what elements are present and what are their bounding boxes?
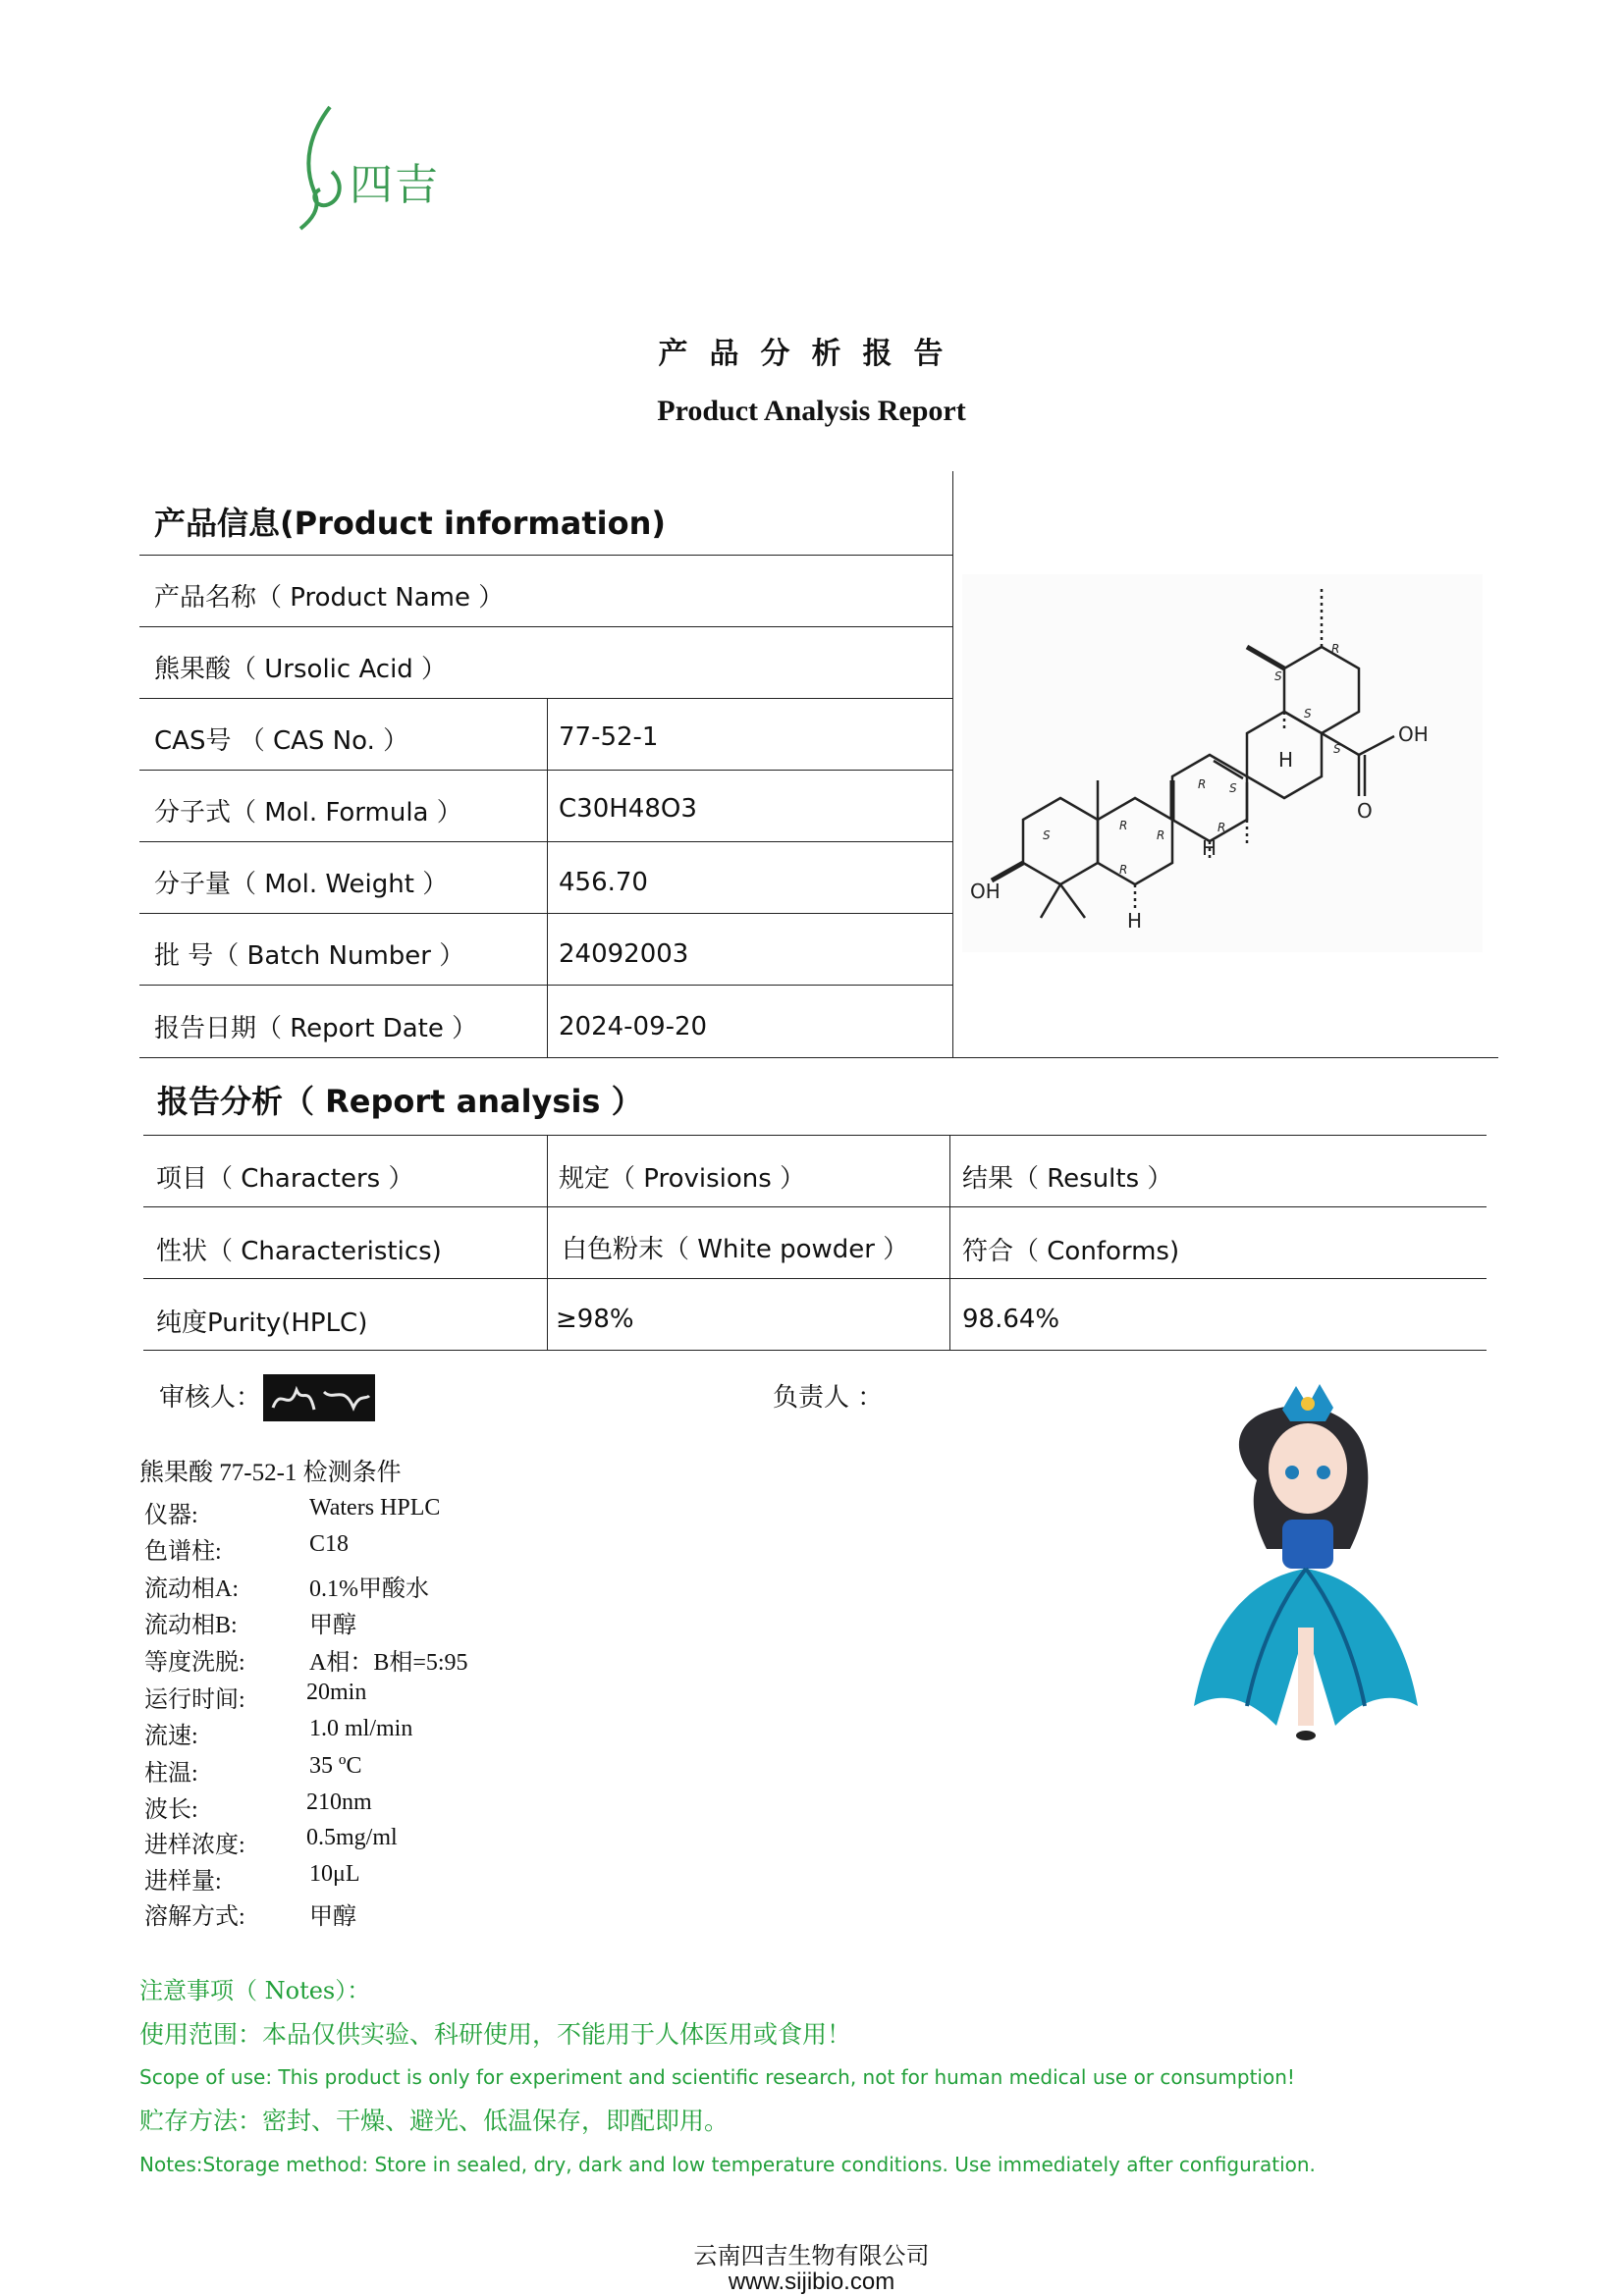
product-name-label: 产品名称（ Product Name ） (154, 583, 505, 613)
notes-storage-en: Notes:Storage method: Store in sealed, dry, dark and low temperature conditions. Use immediately after configuration. (139, 2153, 1316, 2176)
cond-val-2: 0.1%甲酸水 (309, 1576, 429, 1602)
cond-val-1: C18 (309, 1531, 350, 1557)
conditions-title: 熊果酸 77-52-1 检测条件 (139, 1460, 402, 1486)
row-purity-provision: ≥98% (556, 1305, 634, 1334)
cond-key-4: 等度洗脱: (144, 1650, 245, 1676)
svg-text:R: R (1217, 821, 1226, 834)
weight-value: 456.70 (559, 868, 648, 897)
cond-val-8: 210nm (306, 1789, 372, 1815)
cond-key-2: 流动相A: (144, 1576, 239, 1602)
weight-label: 分子量（ Mol. Weight ） (154, 870, 449, 899)
svg-text:S: S (1333, 742, 1341, 756)
batch-label: 批 号（ Batch Number ） (154, 941, 465, 971)
cond-val-5: 20min (306, 1680, 367, 1705)
product-name-value: 熊果酸（ Ursolic Acid ） (154, 655, 448, 684)
cond-key-5: 运行时间: (144, 1687, 245, 1713)
structure-oh-right: OH (1398, 722, 1429, 746)
row-characteristics-provision: 白色粉末（ White powder ） (562, 1235, 909, 1264)
cond-key-1: 色谱柱: (144, 1539, 222, 1565)
notes-usage-en: Scope of use: This product is only for experiment and scientific research, not for human medical use or consumption! (139, 2065, 1295, 2089)
cond-val-4: A相：B相=5:95 (309, 1650, 468, 1676)
svg-text:R: R (1119, 863, 1128, 877)
cond-val-0: Waters HPLC (309, 1495, 441, 1521)
svg-text:R: R (1119, 819, 1128, 832)
logo-text: 四吉 (350, 160, 440, 210)
report-title-cn: 产品分析报告 (658, 337, 965, 371)
notes-storage-cn: 贮存方法：密封、干燥、避光、低温保存，即配即用。 (139, 2107, 730, 2135)
cond-val-10: 10μL (309, 1861, 360, 1887)
cond-key-8: 波长: (144, 1797, 198, 1823)
structure-oh-left: OH (970, 880, 1001, 903)
svg-text:S: S (1043, 828, 1051, 842)
structure-h1: H (1278, 748, 1294, 772)
cond-key-10: 进样量: (144, 1869, 222, 1895)
structure-h3: H (1127, 909, 1143, 933)
notes-title: 注意事项（ Notes）： (139, 1977, 371, 2004)
mascot-illustration (1188, 1382, 1424, 1751)
batch-value: 24092003 (559, 939, 689, 969)
cas-value: 77-52-1 (559, 722, 659, 752)
row-characteristics-result: 符合（ Conforms) (962, 1237, 1180, 1266)
col-characters: 项目（ Characters ） (156, 1164, 414, 1194)
report-analysis-heading: 报告分析（ Report analysis ） (157, 1083, 643, 1120)
svg-text:S: S (1229, 781, 1237, 795)
svg-text:R: R (1198, 777, 1207, 791)
structure-carbonyl-o: O (1357, 799, 1373, 823)
cond-val-9: 0.5mg/ml (306, 1825, 398, 1850)
responsible-label: 负责人 ： (773, 1383, 884, 1413)
row-purity-label: 纯度Purity(HPLC) (156, 1308, 368, 1338)
structure-h2: H (1202, 836, 1217, 860)
formula-value: C30H48O3 (559, 794, 697, 824)
cond-key-0: 仪器: (144, 1503, 198, 1528)
col-results: 结果（ Results ） (962, 1164, 1173, 1194)
cond-key-6: 流速: (144, 1724, 198, 1749)
svg-text:S: S (1274, 669, 1282, 683)
cond-val-11: 甲醇 (309, 1904, 356, 1930)
reviewer-signature (263, 1374, 375, 1421)
date-label: 报告日期（ Report Date ） (154, 1014, 478, 1043)
footer-company: 云南四吉生物有限公司 (693, 2242, 930, 2269)
row-characteristics-label: 性状（ Characteristics) (156, 1237, 442, 1266)
svg-text:R: R (1331, 642, 1340, 656)
cond-key-11: 溶解方式: (144, 1904, 245, 1930)
chemical-structure-image (962, 574, 1483, 952)
svg-text:R: R (1157, 828, 1165, 842)
formula-label: 分子式（ Mol. Formula ） (154, 798, 462, 828)
notes-usage-cn: 使用范围：本品仅供实验、科研使用，不能用于人体医用或食用！ (139, 2020, 852, 2049)
cas-label: CAS号 （ CAS No. ） (154, 726, 409, 756)
col-provisions: 规定（ Provisions ） (559, 1164, 806, 1194)
cond-key-9: 进样浓度: (144, 1833, 245, 1858)
footer-website[interactable]: www.sijibio.com (728, 2269, 895, 2295)
cond-val-3: 甲醇 (309, 1613, 356, 1638)
cond-key-7: 柱温: (144, 1761, 198, 1787)
row-purity-result: 98.64% (962, 1305, 1060, 1334)
product-info-heading: 产品信息(Product information) (154, 505, 666, 542)
reviewer-label: 审核人： (159, 1383, 262, 1413)
svg-text:S: S (1304, 707, 1312, 721)
cond-key-3: 流动相B: (144, 1613, 238, 1638)
cond-val-6: 1.0 ml/min (309, 1716, 413, 1741)
date-value: 2024-09-20 (559, 1012, 708, 1041)
report-title-en: Product Analysis Report (657, 395, 966, 427)
cond-val-7: 35 ºC (309, 1753, 362, 1779)
